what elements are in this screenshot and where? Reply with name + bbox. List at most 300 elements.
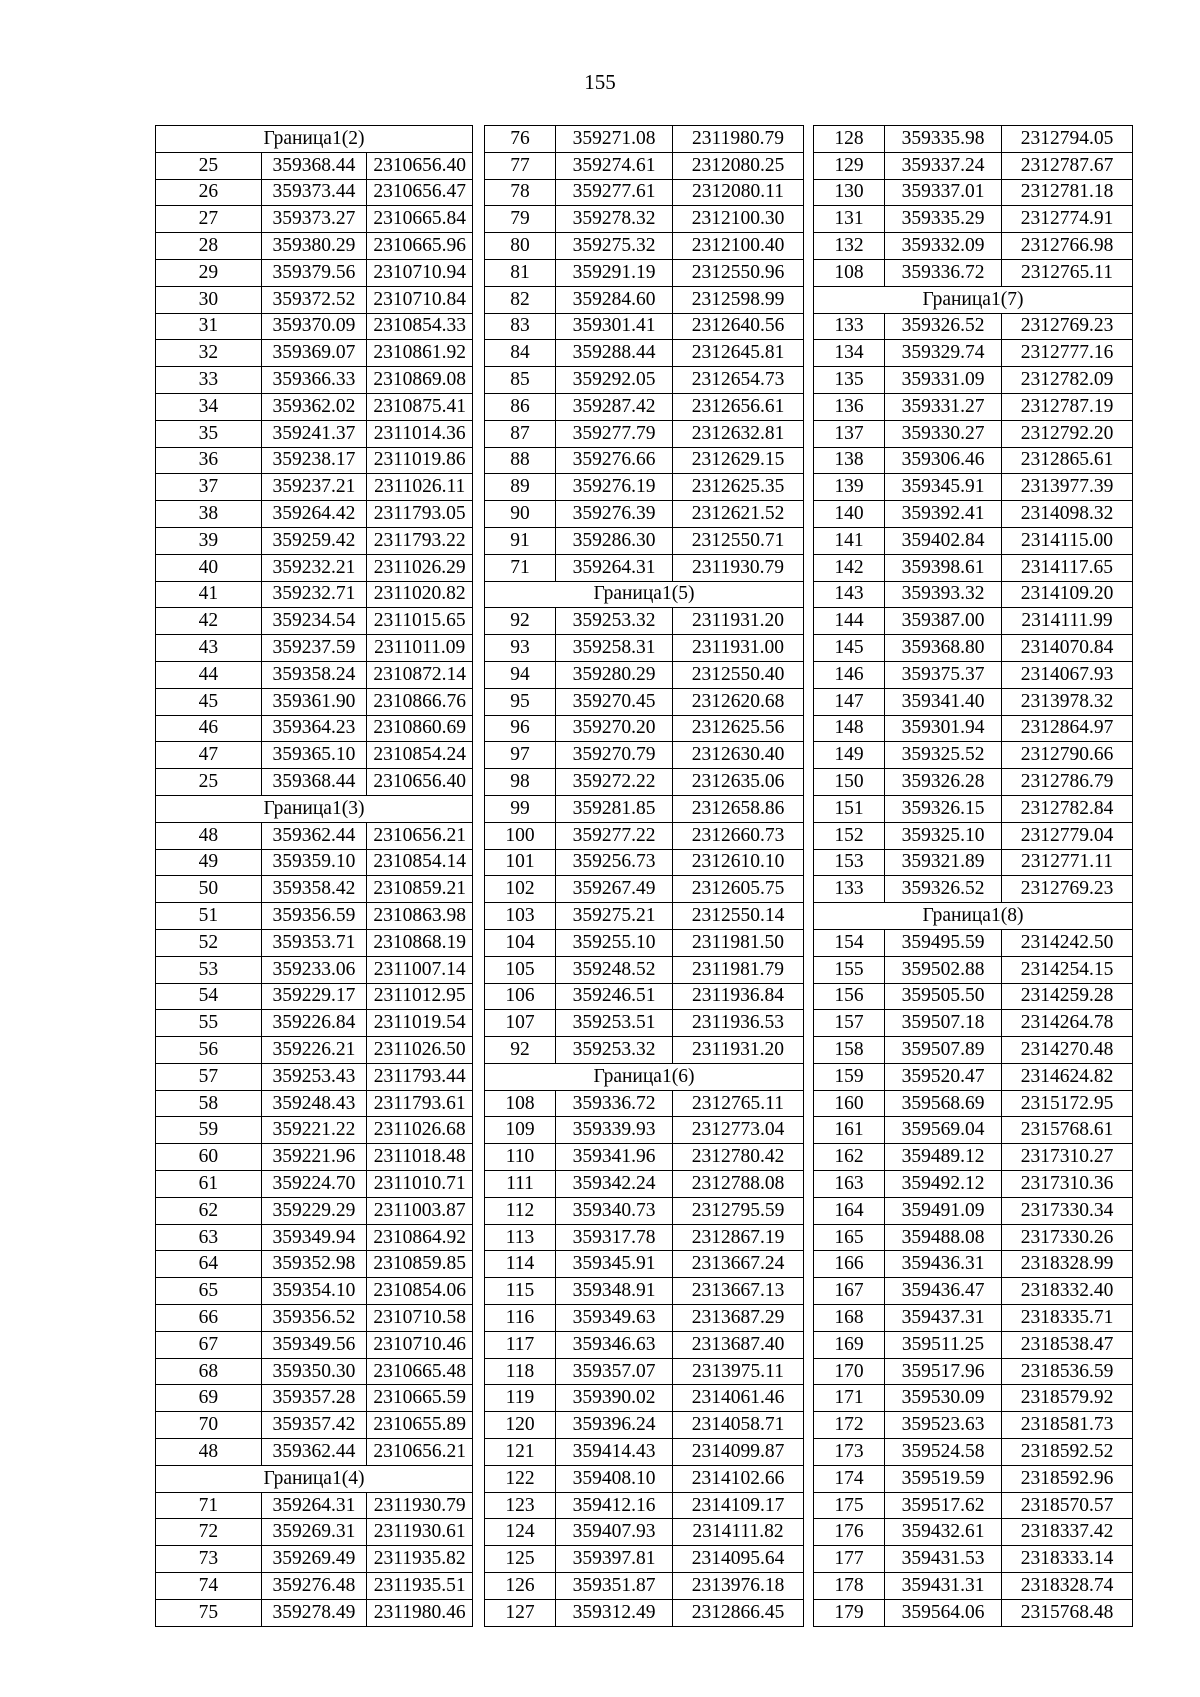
x-coordinate-cell: 359341.96 — [556, 1144, 673, 1171]
table-row — [485, 420, 804, 447]
x-coordinate-cell: 359248.52 — [556, 956, 673, 983]
table-row — [814, 1305, 1133, 1332]
point-number-cell: 44 — [156, 661, 262, 688]
point-number-cell: 32 — [156, 340, 262, 367]
x-coordinate-cell: 359269.49 — [261, 1546, 367, 1573]
y-coordinate-cell: 2311793.22 — [367, 527, 473, 554]
x-coordinate-cell: 359519.59 — [885, 1465, 1002, 1492]
point-number-cell: 42 — [156, 608, 262, 635]
table-row — [156, 822, 473, 849]
x-coordinate-cell: 359306.46 — [885, 447, 1002, 474]
x-coordinate-cell: 359278.32 — [556, 206, 673, 233]
y-coordinate-cell: 2311793.05 — [367, 501, 473, 528]
x-coordinate-cell: 359364.23 — [261, 715, 367, 742]
table-row — [485, 1010, 804, 1037]
x-coordinate-cell: 359340.73 — [556, 1197, 673, 1224]
x-coordinate-cell: 359312.49 — [556, 1599, 673, 1626]
x-coordinate-cell: 359253.43 — [261, 1063, 367, 1090]
x-coordinate-cell: 359346.63 — [556, 1331, 673, 1358]
y-coordinate-cell: 2312605.75 — [673, 876, 804, 903]
y-coordinate-cell: 2312765.11 — [673, 1090, 804, 1117]
point-number-cell: 175 — [814, 1492, 885, 1519]
y-coordinate-cell: 2311015.65 — [367, 608, 473, 635]
point-number-cell: 152 — [814, 822, 885, 849]
point-number-cell: 67 — [156, 1331, 262, 1358]
y-coordinate-cell: 2314254.15 — [1002, 956, 1133, 983]
y-coordinate-cell: 2310861.92 — [367, 340, 473, 367]
table-row — [156, 1224, 473, 1251]
point-number-cell: 117 — [485, 1331, 556, 1358]
y-coordinate-cell: 2318337.42 — [1002, 1519, 1133, 1546]
x-coordinate-cell: 359275.21 — [556, 903, 673, 930]
x-coordinate-cell: 359256.73 — [556, 849, 673, 876]
x-coordinate-cell: 359248.43 — [261, 1090, 367, 1117]
table-row — [485, 1251, 804, 1278]
y-coordinate-cell: 2310710.84 — [367, 286, 473, 313]
x-coordinate-cell: 359275.32 — [556, 233, 673, 260]
point-number-cell: 163 — [814, 1171, 885, 1198]
y-coordinate-cell: 2311935.82 — [367, 1546, 473, 1573]
x-coordinate-cell: 359375.37 — [885, 661, 1002, 688]
point-number-cell: 80 — [485, 233, 556, 260]
section-header-row — [814, 286, 1133, 313]
table-row — [485, 1492, 804, 1519]
y-coordinate-cell: 2311020.82 — [367, 581, 473, 608]
table-row — [156, 206, 473, 233]
point-number-cell: 93 — [485, 635, 556, 662]
x-coordinate-cell: 359517.62 — [885, 1492, 1002, 1519]
y-coordinate-cell: 2318536.59 — [1002, 1358, 1133, 1385]
table-row — [485, 1358, 804, 1385]
table-row — [156, 1439, 473, 1466]
table-row — [814, 1063, 1133, 1090]
table-row — [156, 635, 473, 662]
table-row — [814, 152, 1133, 179]
point-number-cell: 124 — [485, 1519, 556, 1546]
table-row — [485, 259, 804, 286]
table-row — [485, 1439, 804, 1466]
table-row — [485, 608, 804, 635]
point-number-cell: 148 — [814, 715, 885, 742]
y-coordinate-cell: 2311980.46 — [367, 1599, 473, 1626]
y-coordinate-cell: 2310859.85 — [367, 1251, 473, 1278]
table-row — [485, 929, 804, 956]
y-coordinate-cell: 2312786.79 — [1002, 769, 1133, 796]
point-number-cell: 133 — [814, 876, 885, 903]
point-number-cell: 62 — [156, 1197, 262, 1224]
point-number-cell: 146 — [814, 661, 885, 688]
point-number-cell: 160 — [814, 1090, 885, 1117]
point-number-cell: 156 — [814, 983, 885, 1010]
table-row — [814, 688, 1133, 715]
point-number-cell: 171 — [814, 1385, 885, 1412]
table-row — [485, 1599, 804, 1626]
x-coordinate-cell: 359368.44 — [261, 152, 367, 179]
table-row — [156, 1251, 473, 1278]
y-coordinate-cell: 2314109.20 — [1002, 581, 1133, 608]
x-coordinate-cell: 359396.24 — [556, 1412, 673, 1439]
point-number-cell: 105 — [485, 956, 556, 983]
table-row — [156, 688, 473, 715]
section-header-row — [156, 1465, 473, 1492]
y-coordinate-cell: 2314242.50 — [1002, 929, 1133, 956]
table-row — [485, 1385, 804, 1412]
x-coordinate-cell: 359288.44 — [556, 340, 673, 367]
y-coordinate-cell: 2314259.28 — [1002, 983, 1133, 1010]
x-coordinate-cell: 359380.29 — [261, 233, 367, 260]
table-row — [156, 367, 473, 394]
table-row — [485, 286, 804, 313]
point-number-cell: 89 — [485, 474, 556, 501]
table-row — [156, 313, 473, 340]
y-coordinate-cell: 2312773.04 — [673, 1117, 804, 1144]
y-coordinate-cell: 2318570.57 — [1002, 1492, 1133, 1519]
y-coordinate-cell: 2314117.65 — [1002, 554, 1133, 581]
point-number-cell: 84 — [485, 340, 556, 367]
point-number-cell: 90 — [485, 501, 556, 528]
y-coordinate-cell: 2310656.21 — [367, 1439, 473, 1466]
point-number-cell: 126 — [485, 1573, 556, 1600]
point-number-cell: 120 — [485, 1412, 556, 1439]
point-number-cell: 38 — [156, 501, 262, 528]
point-number-cell: 166 — [814, 1251, 885, 1278]
point-number-cell: 53 — [156, 956, 262, 983]
table-row — [814, 983, 1133, 1010]
point-number-cell: 131 — [814, 206, 885, 233]
table-row — [814, 1331, 1133, 1358]
x-coordinate-cell: 359284.60 — [556, 286, 673, 313]
y-coordinate-cell: 2310854.33 — [367, 313, 473, 340]
y-coordinate-cell: 2314095.64 — [673, 1546, 804, 1573]
y-coordinate-cell: 2315768.48 — [1002, 1599, 1133, 1626]
y-coordinate-cell: 2311981.50 — [673, 929, 804, 956]
table-row — [485, 688, 804, 715]
table-row — [814, 1037, 1133, 1064]
x-coordinate-cell: 359331.27 — [885, 393, 1002, 420]
x-coordinate-cell: 359349.56 — [261, 1331, 367, 1358]
point-number-cell: 153 — [814, 849, 885, 876]
y-coordinate-cell: 2311931.00 — [673, 635, 804, 662]
table-row — [156, 1492, 473, 1519]
point-number-cell: 150 — [814, 769, 885, 796]
x-coordinate-cell: 359398.61 — [885, 554, 1002, 581]
point-number-cell: 168 — [814, 1305, 885, 1332]
x-coordinate-cell: 359246.51 — [556, 983, 673, 1010]
point-number-cell: 92 — [485, 608, 556, 635]
x-coordinate-cell: 359326.15 — [885, 795, 1002, 822]
table-row — [814, 179, 1133, 206]
table-row — [156, 929, 473, 956]
point-number-cell: 92 — [485, 1037, 556, 1064]
boundary-section-title: Граница1(6) — [485, 1063, 804, 1090]
x-coordinate-cell: 359345.91 — [556, 1251, 673, 1278]
y-coordinate-cell: 2313976.18 — [673, 1573, 804, 1600]
point-number-cell: 128 — [814, 126, 885, 153]
point-number-cell: 142 — [814, 554, 885, 581]
point-number-cell: 176 — [814, 1519, 885, 1546]
table-row — [156, 152, 473, 179]
point-number-cell: 77 — [485, 152, 556, 179]
y-coordinate-cell: 2314115.00 — [1002, 527, 1133, 554]
x-coordinate-cell: 359326.52 — [885, 876, 1002, 903]
y-coordinate-cell: 2310710.94 — [367, 259, 473, 286]
y-coordinate-cell: 2312658.86 — [673, 795, 804, 822]
point-number-cell: 100 — [485, 822, 556, 849]
point-number-cell: 125 — [485, 1546, 556, 1573]
table-row — [814, 1546, 1133, 1573]
x-coordinate-cell: 359358.42 — [261, 876, 367, 903]
point-number-cell: 104 — [485, 929, 556, 956]
point-number-cell: 46 — [156, 715, 262, 742]
x-coordinate-cell: 359264.31 — [261, 1492, 367, 1519]
x-coordinate-cell: 359331.09 — [885, 367, 1002, 394]
point-number-cell: 114 — [485, 1251, 556, 1278]
point-number-cell: 37 — [156, 474, 262, 501]
x-coordinate-cell: 359362.44 — [261, 1439, 367, 1466]
y-coordinate-cell: 2311014.36 — [367, 420, 473, 447]
point-number-cell: 178 — [814, 1573, 885, 1600]
x-coordinate-cell: 359407.93 — [556, 1519, 673, 1546]
table-row — [485, 1305, 804, 1332]
y-coordinate-cell: 2310869.08 — [367, 367, 473, 394]
y-coordinate-cell: 2318592.96 — [1002, 1465, 1133, 1492]
x-coordinate-cell: 359276.39 — [556, 501, 673, 528]
point-number-cell: 65 — [156, 1278, 262, 1305]
point-number-cell: 61 — [156, 1171, 262, 1198]
x-coordinate-cell: 359408.10 — [556, 1465, 673, 1492]
y-coordinate-cell: 2313687.29 — [673, 1305, 804, 1332]
table-row — [156, 956, 473, 983]
point-number-cell: 76 — [485, 126, 556, 153]
x-coordinate-cell: 359269.31 — [261, 1519, 367, 1546]
table-row — [814, 393, 1133, 420]
y-coordinate-cell: 2311980.79 — [673, 126, 804, 153]
table-row — [156, 1412, 473, 1439]
point-number-cell: 70 — [156, 1412, 262, 1439]
x-coordinate-cell: 359491.09 — [885, 1197, 1002, 1224]
y-coordinate-cell: 2311010.71 — [367, 1171, 473, 1198]
y-coordinate-cell: 2317310.27 — [1002, 1144, 1133, 1171]
x-coordinate-cell: 359517.96 — [885, 1358, 1002, 1385]
table-row — [814, 1465, 1133, 1492]
x-coordinate-cell: 359353.71 — [261, 929, 367, 956]
x-coordinate-cell: 359365.10 — [261, 742, 367, 769]
y-coordinate-cell: 2313667.24 — [673, 1251, 804, 1278]
x-coordinate-cell: 359392.41 — [885, 501, 1002, 528]
table-row — [814, 447, 1133, 474]
table-row — [156, 983, 473, 1010]
y-coordinate-cell: 2318579.92 — [1002, 1385, 1133, 1412]
point-number-cell: 154 — [814, 929, 885, 956]
point-number-cell: 116 — [485, 1305, 556, 1332]
point-number-cell: 123 — [485, 1492, 556, 1519]
point-number-cell: 174 — [814, 1465, 885, 1492]
y-coordinate-cell: 2312660.73 — [673, 822, 804, 849]
table-row — [485, 1144, 804, 1171]
table-row — [485, 742, 804, 769]
table-row — [814, 1144, 1133, 1171]
x-coordinate-cell: 359255.10 — [556, 929, 673, 956]
table-row — [156, 554, 473, 581]
table-row — [156, 420, 473, 447]
point-number-cell: 75 — [156, 1599, 262, 1626]
section-header-row — [156, 795, 473, 822]
x-coordinate-cell: 359259.42 — [261, 527, 367, 554]
point-number-cell: 107 — [485, 1010, 556, 1037]
table-row — [156, 1278, 473, 1305]
section-header-row — [485, 581, 804, 608]
table-row — [485, 956, 804, 983]
boundary-section-title: Граница1(8) — [814, 903, 1133, 930]
y-coordinate-cell: 2312625.35 — [673, 474, 804, 501]
x-coordinate-cell: 359224.70 — [261, 1171, 367, 1198]
x-coordinate-cell: 359362.02 — [261, 393, 367, 420]
point-number-cell: 79 — [485, 206, 556, 233]
x-coordinate-cell: 359241.37 — [261, 420, 367, 447]
x-coordinate-cell: 359291.19 — [556, 259, 673, 286]
point-number-cell: 55 — [156, 1010, 262, 1037]
table-row — [485, 795, 804, 822]
point-number-cell: 26 — [156, 179, 262, 206]
y-coordinate-cell: 2310854.14 — [367, 849, 473, 876]
y-coordinate-cell: 2310868.19 — [367, 929, 473, 956]
table-row — [814, 206, 1133, 233]
point-number-cell: 49 — [156, 849, 262, 876]
x-coordinate-cell: 359373.44 — [261, 179, 367, 206]
y-coordinate-cell: 2313667.13 — [673, 1278, 804, 1305]
x-coordinate-cell: 359569.04 — [885, 1117, 1002, 1144]
y-coordinate-cell: 2310854.24 — [367, 742, 473, 769]
x-coordinate-cell: 359356.52 — [261, 1305, 367, 1332]
point-number-cell: 101 — [485, 849, 556, 876]
table-row — [814, 126, 1133, 153]
y-coordinate-cell: 2310665.96 — [367, 233, 473, 260]
point-number-cell: 134 — [814, 340, 885, 367]
y-coordinate-cell: 2311026.11 — [367, 474, 473, 501]
point-number-cell: 108 — [485, 1090, 556, 1117]
y-coordinate-cell: 2311930.79 — [673, 554, 804, 581]
y-coordinate-cell: 2311019.86 — [367, 447, 473, 474]
table-row — [156, 1519, 473, 1546]
boundary-section-title: Граница1(2) — [156, 126, 473, 153]
point-number-cell: 170 — [814, 1358, 885, 1385]
x-coordinate-cell: 359437.31 — [885, 1305, 1002, 1332]
point-number-cell: 97 — [485, 742, 556, 769]
x-coordinate-cell: 359270.20 — [556, 715, 673, 742]
y-coordinate-cell: 2312766.98 — [1002, 233, 1133, 260]
table-row — [485, 876, 804, 903]
y-coordinate-cell: 2312610.10 — [673, 849, 804, 876]
y-coordinate-cell: 2311936.84 — [673, 983, 804, 1010]
point-number-cell: 69 — [156, 1385, 262, 1412]
table-row — [485, 983, 804, 1010]
point-number-cell: 135 — [814, 367, 885, 394]
y-coordinate-cell: 2313977.39 — [1002, 474, 1133, 501]
y-coordinate-cell: 2318335.71 — [1002, 1305, 1133, 1332]
y-coordinate-cell: 2312782.84 — [1002, 795, 1133, 822]
y-coordinate-cell: 2311936.53 — [673, 1010, 804, 1037]
y-coordinate-cell: 2311012.95 — [367, 983, 473, 1010]
table-row — [814, 1573, 1133, 1600]
table-row — [156, 233, 473, 260]
y-coordinate-cell: 2310656.40 — [367, 152, 473, 179]
y-coordinate-cell: 2312656.61 — [673, 393, 804, 420]
y-coordinate-cell: 2318332.40 — [1002, 1278, 1133, 1305]
point-number-cell: 81 — [485, 259, 556, 286]
point-number-cell: 136 — [814, 393, 885, 420]
point-number-cell: 48 — [156, 822, 262, 849]
point-number-cell: 54 — [156, 983, 262, 1010]
x-coordinate-cell: 359271.08 — [556, 126, 673, 153]
table-row — [485, 126, 804, 153]
table-row — [156, 393, 473, 420]
y-coordinate-cell: 2312779.04 — [1002, 822, 1133, 849]
y-coordinate-cell: 2312598.99 — [673, 286, 804, 313]
table-row — [156, 259, 473, 286]
table-row — [485, 447, 804, 474]
y-coordinate-cell: 2310863.98 — [367, 903, 473, 930]
x-coordinate-cell: 359226.84 — [261, 1010, 367, 1037]
point-number-cell: 132 — [814, 233, 885, 260]
table-row — [156, 527, 473, 554]
point-number-cell: 30 — [156, 286, 262, 313]
y-coordinate-cell: 2310854.06 — [367, 1278, 473, 1305]
x-coordinate-cell: 359258.31 — [556, 635, 673, 662]
x-coordinate-cell: 359524.58 — [885, 1439, 1002, 1466]
point-number-cell: 109 — [485, 1117, 556, 1144]
table-row — [156, 581, 473, 608]
table-row — [485, 1117, 804, 1144]
y-coordinate-cell: 2310665.48 — [367, 1358, 473, 1385]
table-row — [485, 1573, 804, 1600]
table-row — [814, 581, 1133, 608]
point-number-cell: 56 — [156, 1037, 262, 1064]
table-row — [156, 447, 473, 474]
point-number-cell: 25 — [156, 769, 262, 796]
table-row — [814, 474, 1133, 501]
point-number-cell: 110 — [485, 1144, 556, 1171]
y-coordinate-cell: 2311930.79 — [367, 1492, 473, 1519]
x-coordinate-cell: 359523.63 — [885, 1412, 1002, 1439]
boundary-section-title: Граница1(3) — [156, 795, 473, 822]
y-coordinate-cell: 2318592.52 — [1002, 1439, 1133, 1466]
point-number-cell: 64 — [156, 1251, 262, 1278]
table-row — [485, 715, 804, 742]
point-number-cell: 111 — [485, 1171, 556, 1198]
table-row — [485, 152, 804, 179]
point-number-cell: 96 — [485, 715, 556, 742]
table-row — [156, 1305, 473, 1332]
x-coordinate-cell: 359276.48 — [261, 1573, 367, 1600]
table-row — [156, 1063, 473, 1090]
x-coordinate-cell: 359335.29 — [885, 206, 1002, 233]
y-coordinate-cell: 2312645.81 — [673, 340, 804, 367]
x-coordinate-cell: 359238.17 — [261, 447, 367, 474]
table-row — [156, 1358, 473, 1385]
y-coordinate-cell: 2312777.16 — [1002, 340, 1133, 367]
point-number-cell: 106 — [485, 983, 556, 1010]
point-number-cell: 164 — [814, 1197, 885, 1224]
x-coordinate-cell: 359366.33 — [261, 367, 367, 394]
y-coordinate-cell: 2317310.36 — [1002, 1171, 1133, 1198]
x-coordinate-cell: 359345.91 — [885, 474, 1002, 501]
point-number-cell: 95 — [485, 688, 556, 715]
table-row — [156, 501, 473, 528]
point-number-cell: 57 — [156, 1063, 262, 1090]
coordinates-table-column-2 — [484, 125, 804, 1627]
x-coordinate-cell: 359412.16 — [556, 1492, 673, 1519]
x-coordinate-cell: 359221.96 — [261, 1144, 367, 1171]
